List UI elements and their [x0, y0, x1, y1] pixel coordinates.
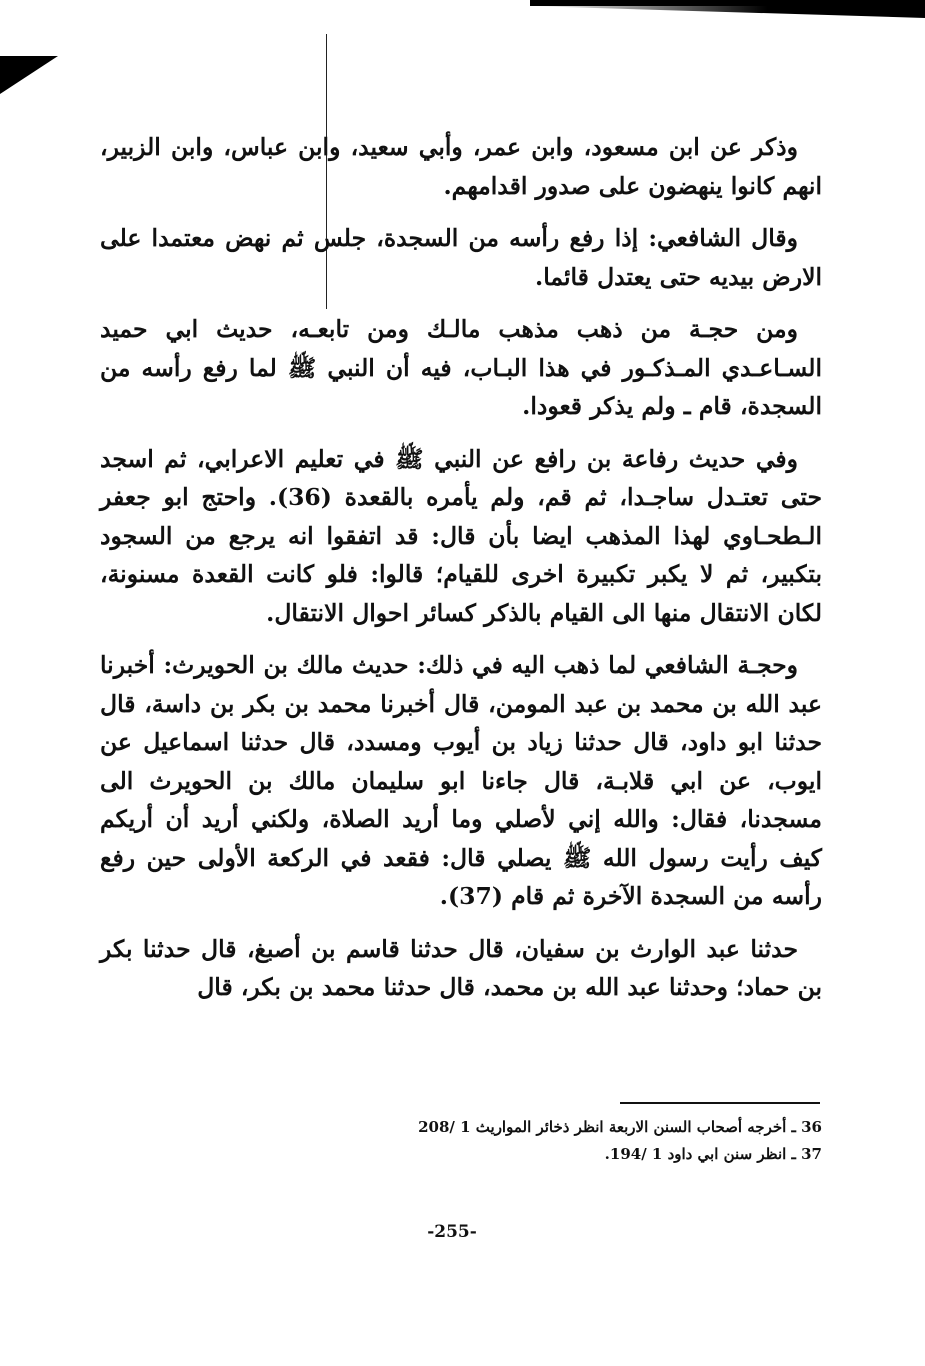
paragraph-6: حدثنا عبد الوارث بن سفيان، قال حدثنا قاسم بن أصبغ، قال حدثنا بكر بن حماد؛ وحدثنا عبد الله بن محمد، قال حدثنا محمد بن بكر، قال — [100, 934, 822, 1001]
paragraph-1: وذكر عن ابن مسعود، وابن عمر، وأبي سعيد، وابن عباس، وابن الزبير، انهم كانوا ينهضون على صدور اقدامهم. — [100, 133, 822, 200]
scan-corner-shadow — [0, 56, 58, 94]
footnotes — [380, 1114, 822, 1168]
paragraph-4: وفي حديث رفاعة بن رافع عن النبي ﷺ في تعليم الاعرابي، ثم اسجد حتى تعتـدل ساجـدا، ثم قم، ولم يأمره بالقعدة (36). واحتج ابو جعفر الـطحـاوي لهذا المذهب ايضا بأن قال: قد اتفقوا انه يرجع من السجود بتكبير، ثم لا يكبر تكبيرة اخرى للقيام؛ قالوا: فلو كانت القعدة مسنونة، لكان الانتقال منها الى القيام بالذكر كسائر احوال الانتقال. — [100, 444, 822, 627]
footnote-37: 37 ـ انظر سنن ابي داود 1 /194. — [604, 1145, 822, 1163]
paragraph-5: وحجـة الشافعي لما ذهب اليه في ذلك: حديث مالك بن الحويرث: أخبرنا عبد الله بن محمد بن عبد المومن، قال أخبرنا محمد بن بكر بن داسة، قال حدثنا ابو داود، قال حدثنا زياد بن أيوب ومسدد، قال حدثنا اسماعيل عن ايوب، عن ابي قلابـة، قال جاءنا ابو سليمان مالك بن الحويرث الى مسجدنا، فقال: والله إني لأصلي وما أريد الصلاة، ولكني أريد أن أريكم كيف رأيت رسول الله ﷺ يصلي قال: فقعد في الركعة الأولى حين رفع رأسه من السجدة الآخرة ثم قام (37). — [100, 651, 822, 910]
footnote-36: 36 ـ أخرجه أصحاب السنن الاربعة انظر ذخائر المواريث 1 /208 — [418, 1118, 822, 1136]
page-number: -255- — [427, 1222, 477, 1242]
footnote-rule — [620, 1102, 820, 1104]
paragraph-2: وقال الشافعي: إذا رفع رأسه من السجدة، جلس ثم نهض معتمدا على الارض بيديه حتى يعتدل قائما. — [100, 224, 822, 291]
scan-edge-top — [530, 0, 925, 16]
paragraph-3: ومن حجـة من ذهب مذهب مالـك ومن تابعـه، حديث ابي حميد السـاعـدي المـذكـور في هذا البـاب، فيه أن النبي ﷺ لما رفع رأسه من السجدة، قام ـ ولم يذكر قعودا. — [100, 315, 822, 420]
page-body — [100, 128, 822, 1021]
